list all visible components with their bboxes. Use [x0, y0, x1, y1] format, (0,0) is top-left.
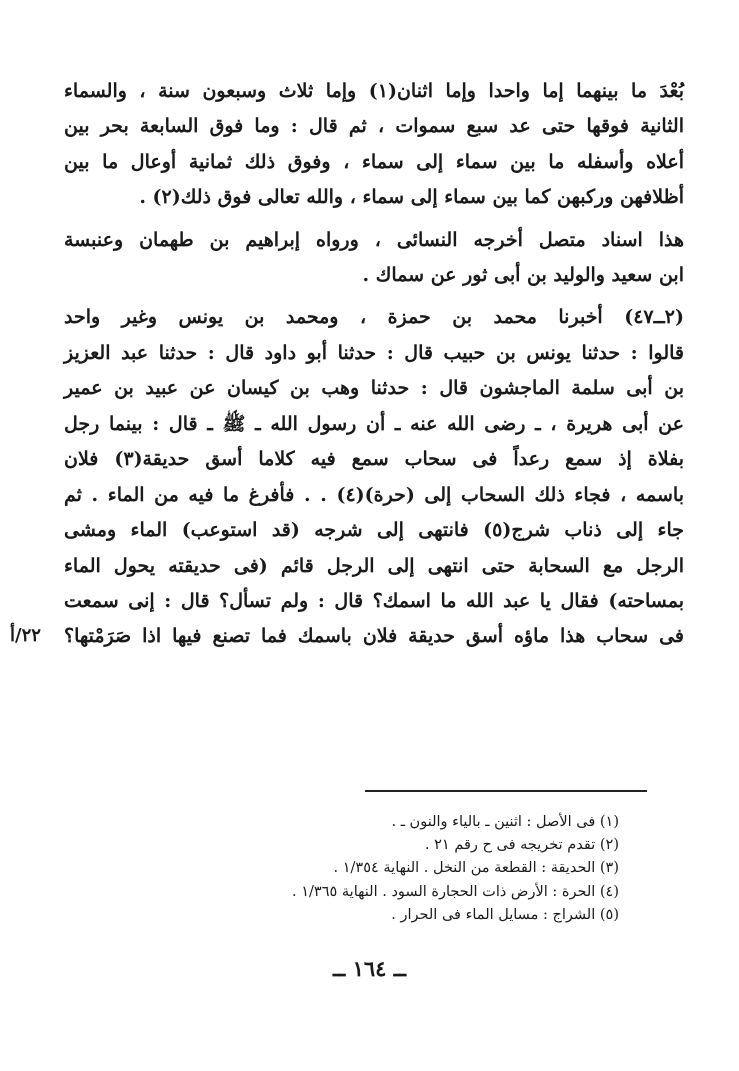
- footnote-5: (٥) الشراج : مسايل الماء فى الحرار .: [391, 907, 619, 923]
- body-line-11: بفلاة إذ سمع رعداً فى سحاب سمع فيه كلاما أسق حديقة(٣) فلان: [64, 448, 684, 470]
- footnote-3: (٣) الحديقة : القطعة من النخل . النهاية ١/٣٥٤ .: [333, 860, 619, 876]
- footnote-rule: [365, 790, 647, 792]
- footnote-4: (٤) الحرة : الأرض ذات الحجارة السود . النهاية ١/٣٦٥ .: [292, 884, 619, 900]
- body-line-8: قالوا : حدثنا يونس بن حبيب قال : حدثنا أبو داود قال : حدثنا عبد العزيز: [64, 342, 684, 364]
- body-line-14: الرجل مع السحابة حتى انتهى إلى الرجل قائم (فى حديقته يحول الماء: [64, 555, 684, 577]
- page-number: ــ ١٦٤ ــ: [332, 956, 407, 981]
- body-line-4: أظلافهن وركبهن كما بين سماء إلى سماء ، والله تعالى فوق ذلك(٢) .: [139, 186, 684, 208]
- manuscript-folio-ref: ٢٢/أ: [10, 625, 41, 646]
- body-line-6: ابن سعيد والوليد بن أبى ثور عن سماك .: [362, 264, 684, 286]
- body-line-3: أعلاه وأسفله ما بين سماء إلى سماء ، وفوق ذلك ثمانية أوعال ما بين: [64, 151, 684, 173]
- body-line-16: فى سحاب هذا ماؤه أسق حديقة فلان باسمك فما تصنع فيها اذا صَرَمْتها؟: [64, 625, 684, 647]
- body-line-9: بن أبى سلمة الماجشون قال : حدثنا وهب بن كيسان عن عبيد بن عمير: [64, 377, 684, 399]
- footnote-2: (٢) تقدم تخريجه فى ح رقم ٢١ .: [424, 837, 619, 853]
- hadith-number-line: (٢ــ٤٧) أخبرنا محمد بن حمزة ، ومحمد بن يونس وغير واحد: [64, 306, 684, 328]
- body-line-13: جاء إلى ذناب شرج(٥) فانتهى إلى شرجه (قد استوعب) الماء ومشى: [64, 519, 684, 541]
- body-line-1: بُعْدَ ما بينهما إما واحدا وإما اثنان(١) وإما ثلاث وسبعون سنة ، والسماء: [64, 80, 684, 102]
- body-line-12: باسمه ، فجاء ذلك السحاب إلى (حرة)(٤) . . فأفرغ ما فيه من الماء . ثم: [64, 484, 684, 506]
- body-line-2: الثانية فوقها حتى عد سبع سموات ، ثم قال : وما فوق السابعة بحر بين: [64, 115, 684, 137]
- body-line-10: عن أبى هريرة ، ـ رضى الله عنه ـ أن رسول الله ـ ﷺ ـ قال : بينما رجل: [64, 413, 684, 435]
- body-line-5: هذا اسناد متصل أخرجه النسائى ، ورواه إبراهيم بن طهمان وعنبسة: [64, 229, 684, 251]
- body-line-15: بمساحته) فقال يا عبد الله ما اسمك؟ قال : ولم تسأل؟ قال : إنى سمعت: [64, 590, 684, 612]
- footnote-1: (١) فى الأصل : اثنين ـ بالياء والنون ـ .: [391, 814, 619, 830]
